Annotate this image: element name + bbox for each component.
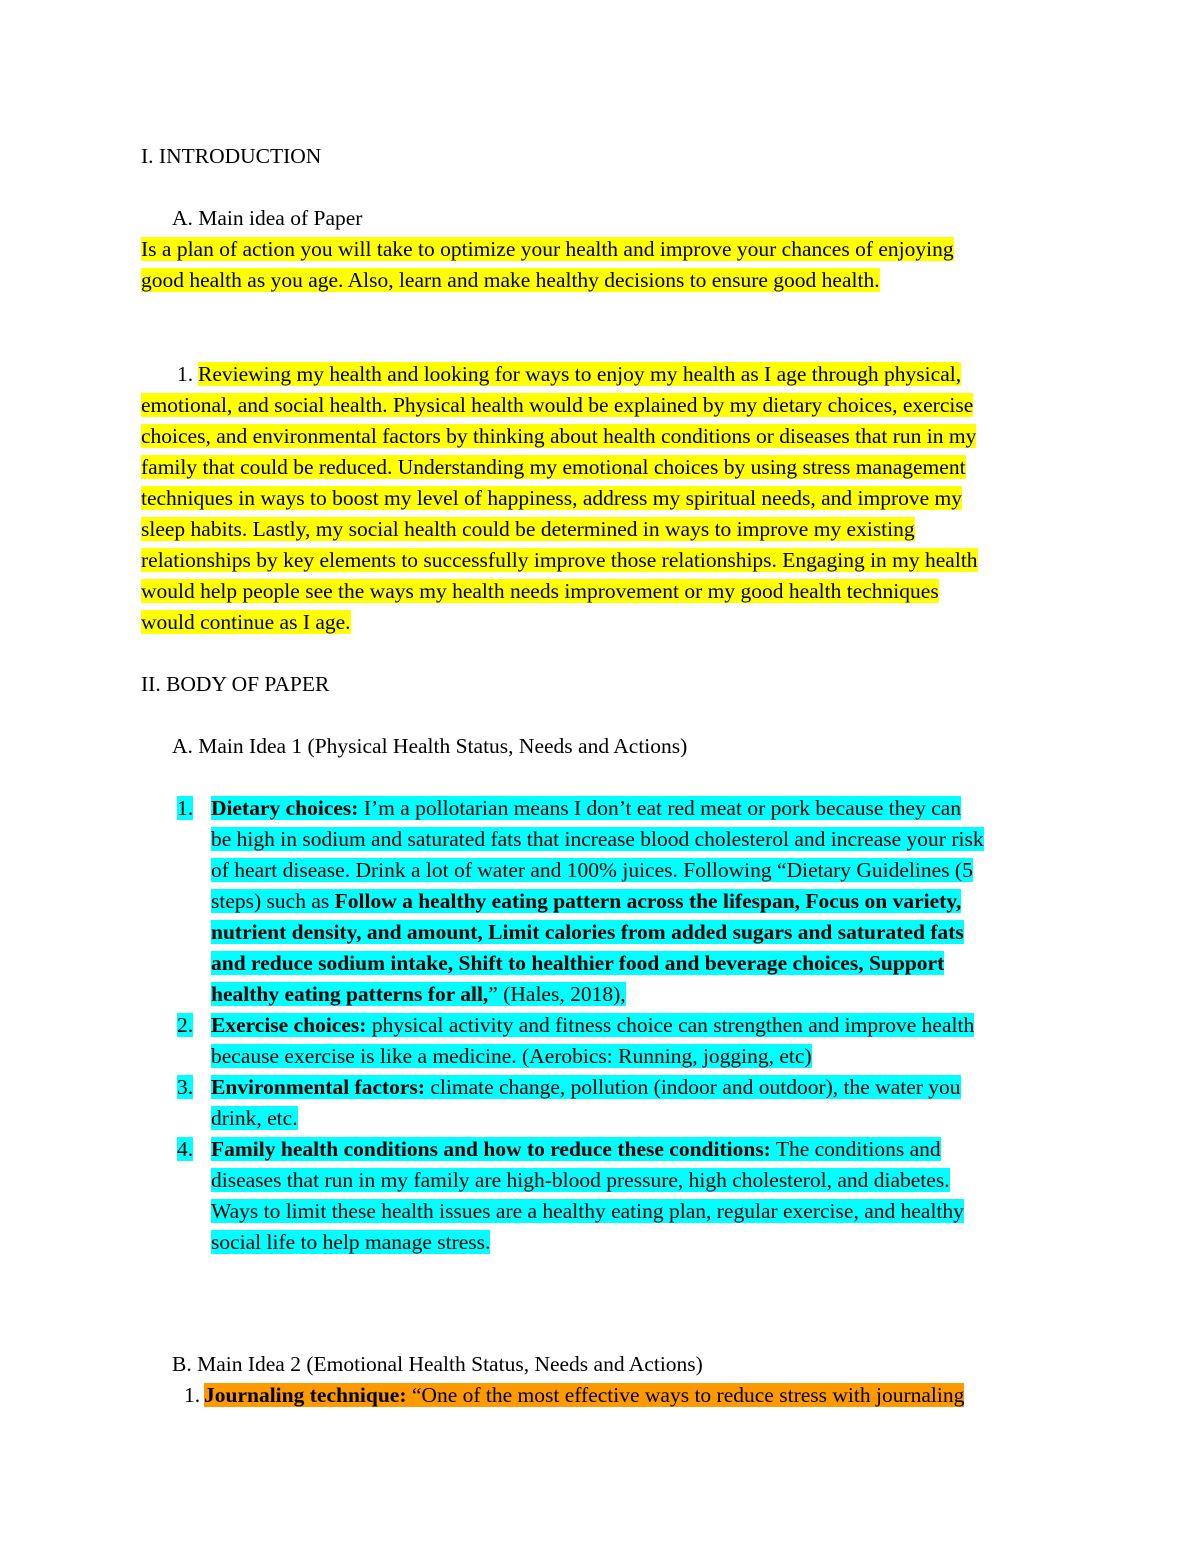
intro-paragraph-line — [141, 265, 880, 296]
section-heading-introduction: I. INTRODUCTION — [141, 144, 322, 168]
list-number: 4. — [177, 1137, 194, 1161]
family-health-line: Ways to limit these health issues are a healthy eating plan, regular exercise, and healthy — [211, 1199, 964, 1223]
family-health-line: diseases that run in my family are high-blood pressure, high cholesterol, and diabetes. — [211, 1168, 950, 1192]
dietary-choices-line: steps) such as Follow a healthy eating pattern across the lifespan, Focus on variety, — [211, 889, 962, 913]
bold-label: Dietary choices: — [211, 796, 359, 820]
dietary-choices-line: and reduce sodium intake, Shift to healthier food and beverage choices, Support — [211, 951, 945, 975]
intro-item-line — [198, 359, 961, 390]
intro-item-line — [141, 576, 939, 607]
family-health-line: social life to help manage stress. — [211, 1230, 491, 1254]
intro-item-line — [141, 514, 915, 545]
highlighted-text: would help people see the ways my health needs improvement or my good health techniques — [141, 579, 939, 603]
environmental-factors-line: Environmental factors: climate change, pollution (indoor and outdoor), the water you — [211, 1075, 961, 1099]
family-health-line: Family health conditions and how to reduce these conditions: The conditions and — [211, 1137, 941, 1161]
dietary-choices-line: of heart disease. Drink a lot of water and 100% juices. Following “Dietary Guidelines (5 — [211, 858, 973, 882]
intro-item-line — [141, 452, 966, 483]
dietary-choices-line: Dietary choices: I’m a pollotarian means I don’t eat red meat or pork because they can — [211, 796, 962, 820]
highlighted-text: good health as you age. Also, learn and make healthy decisions to ensure good health. — [141, 268, 880, 292]
intro-item-line — [141, 607, 351, 638]
subheading-main-idea-1: A. Main Idea 1 (Physical Health Status, Needs and Actions) — [172, 734, 688, 758]
intro-item-line — [141, 390, 973, 421]
highlighted-text: techniques in ways to boost my level of happiness, address my spiritual needs, and improve my — [141, 486, 963, 510]
highlighted-text: Reviewing my health and looking for ways to enjoy my health as I age through physical, — [198, 362, 962, 386]
list-number: 2. — [177, 1013, 194, 1037]
exercise-choices-line: Exercise choices: physical activity and fitness choice can strengthen and improve health — [211, 1013, 975, 1037]
highlighted-text: family that could be reduced. Understanding my emotional choices by using stress management — [141, 455, 966, 479]
list-number: 3. — [177, 1075, 194, 1099]
intro-paragraph-line — [141, 234, 954, 265]
subheading-main-idea-2: B. Main Idea 2 (Emotional Health Status, Needs and Actions) — [172, 1352, 703, 1376]
intro-item-line — [141, 545, 978, 576]
dietary-choices-line: healthy eating patterns for all,” (Hales, 2018), — [211, 982, 626, 1006]
highlighted-text: choices, and environmental factors by thinking about health conditions or diseases that run in my — [141, 424, 977, 448]
highlighted-text: would continue as I age. — [141, 610, 351, 634]
section-heading-body: II. BODY OF PAPER — [141, 672, 330, 696]
list-number: 1. — [177, 796, 194, 820]
list-number: 1. — [184, 1383, 201, 1407]
exercise-choices-line: because exercise is like a medicine. (Aerobics: Running, jogging, etc) — [211, 1044, 812, 1068]
highlighted-text: sleep habits. Lastly, my social health could be determined in ways to improve my existing — [141, 517, 915, 541]
highlighted-text: Is a plan of action you will take to optimize your health and improve your chances of enjoying — [141, 237, 954, 261]
list-number: 1. — [177, 362, 194, 386]
environmental-factors-line: drink, etc. — [211, 1106, 298, 1130]
dietary-choices-line: be high in sodium and saturated fats that increase blood cholesterol and increase your risk — [211, 827, 984, 851]
journaling-technique-line: Journaling technique: “One of the most effective ways to reduce stress with journaling — [204, 1383, 965, 1407]
intro-item-line — [141, 483, 962, 514]
subheading-main-idea: A. Main idea of Paper — [172, 206, 363, 230]
highlighted-text: emotional, and social health. Physical health would be explained by my dietary choices, exercise — [141, 393, 974, 417]
highlighted-text: relationships by key elements to successfully improve those relationships. Engaging in my health — [141, 548, 978, 572]
dietary-choices-line: nutrient density, and amount, Limit calories from added sugars and saturated fats — [211, 920, 964, 944]
intro-item-line — [141, 421, 976, 452]
